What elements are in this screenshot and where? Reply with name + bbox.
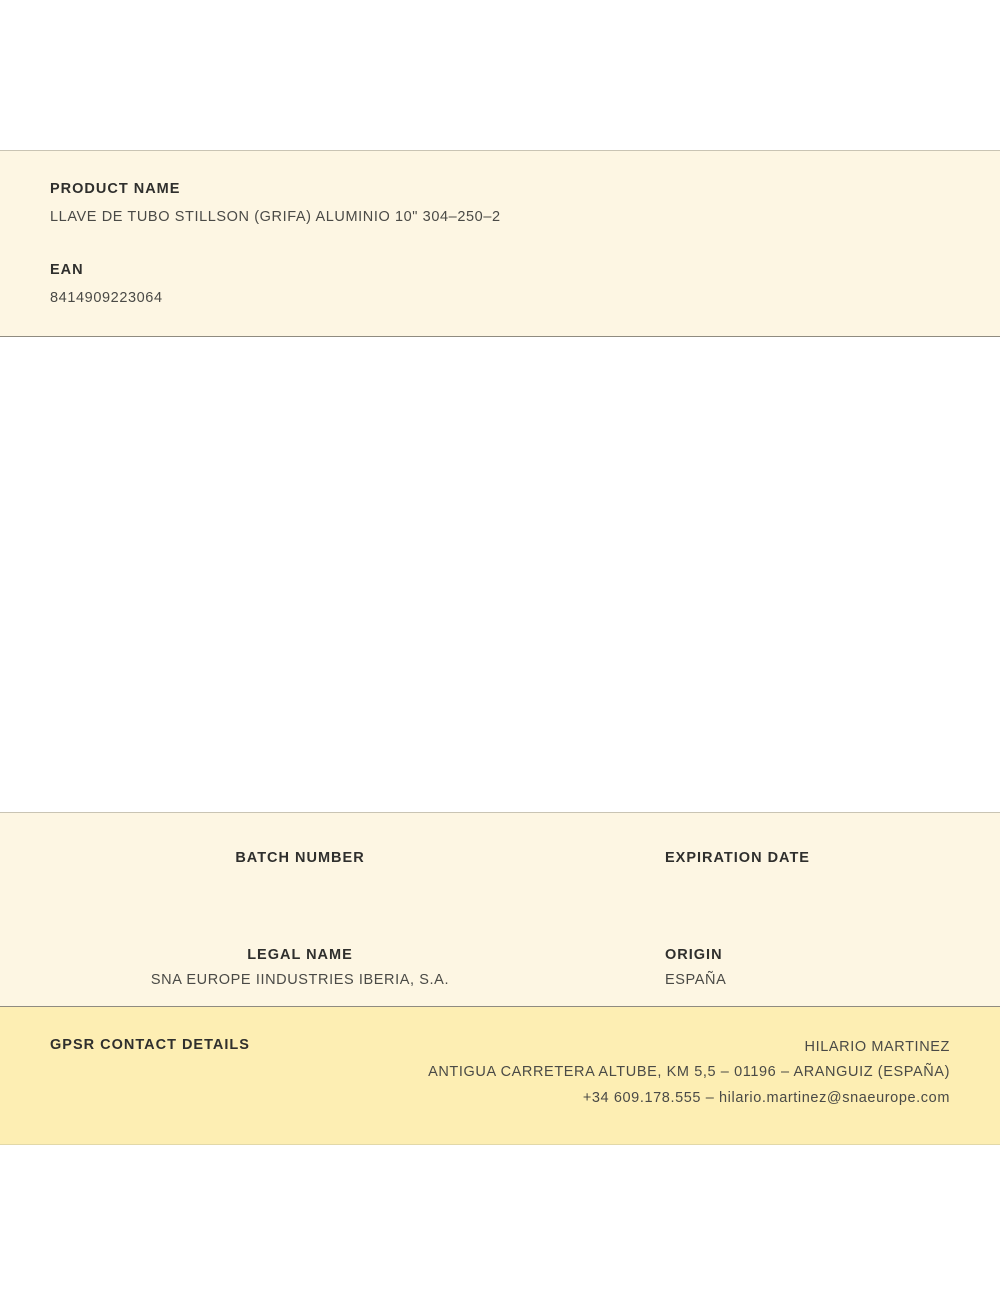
bottom-whitespace	[0, 1145, 1000, 1300]
product-name-label: PRODUCT NAME	[50, 181, 181, 197]
gpsr-contact-block	[0, 1007, 1000, 1145]
ean-label: EAN	[50, 262, 84, 278]
batch-legal-block	[0, 813, 1000, 1007]
origin-value: ESPAÑA	[665, 972, 727, 988]
top-whitespace	[0, 0, 1000, 150]
batch-number-label: BATCH NUMBER	[235, 850, 365, 866]
origin-cell	[600, 947, 1000, 989]
legal-origin-row	[0, 892, 1000, 989]
batch-number-value	[0, 875, 600, 892]
gpsr-contact-details	[428, 1035, 950, 1111]
expiration-date-value	[665, 875, 1000, 892]
batch-expiration-row	[0, 813, 1000, 892]
product-name-value: LLAVE DE TUBO STILLSON (GRIFA) ALUMINIO 10" 304–250–2	[50, 209, 501, 225]
origin-label: ORIGIN	[665, 947, 723, 963]
gpsr-contact-name: HILARIO MARTINEZ	[804, 1039, 950, 1055]
gpsr-contact-phone-email: +34 609.178.555 – hilario.martinez@snaeurope.com	[582, 1089, 950, 1106]
legal-name-cell	[0, 947, 600, 989]
batch-number-cell	[0, 850, 600, 892]
ean-value: 8414909223064	[50, 290, 163, 306]
image-placeholder-area	[0, 337, 1000, 813]
ean-group	[50, 262, 950, 306]
gpsr-contact-label: GPSR CONTACT DETAILS	[50, 1037, 250, 1053]
product-name-group	[50, 181, 950, 225]
legal-name-value: SNA EUROPE IINDUSTRIES IBERIA, S.A.	[150, 972, 450, 988]
gpsr-contact-address: ANTIGUA CARRETERA ALTUBE, KM 5,5 – 01196 – ARANGUIZ (ESPAÑA)	[428, 1064, 950, 1081]
expiration-date-cell	[600, 850, 1000, 892]
legal-name-label: LEGAL NAME	[247, 947, 353, 963]
product-identity-block	[0, 150, 1000, 337]
expiration-date-label: EXPIRATION DATE	[665, 850, 810, 866]
